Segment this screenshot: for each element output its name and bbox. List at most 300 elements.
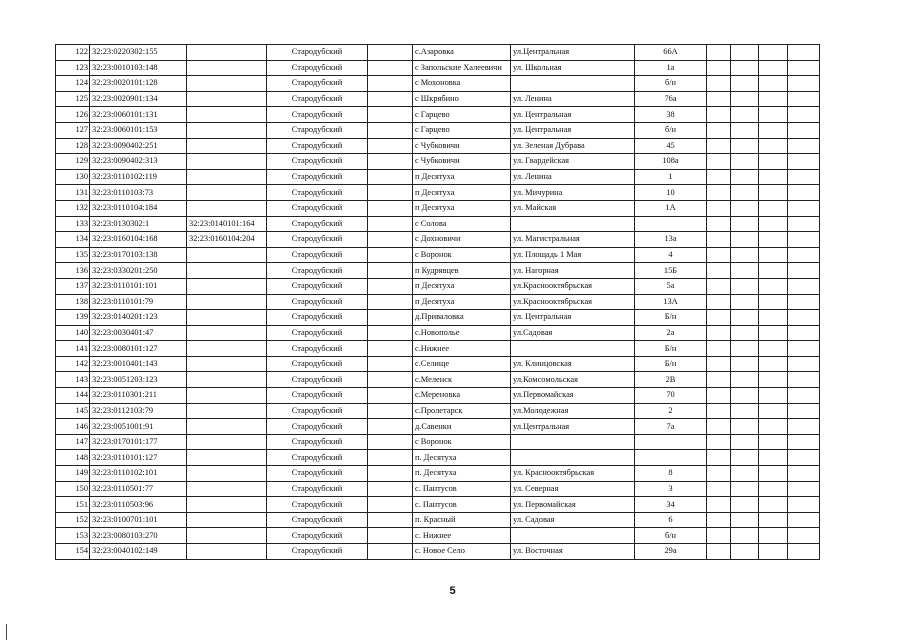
additional-cadastral-cell (187, 310, 267, 326)
cadastral-number-cell: 32:23:0030401:47 (90, 325, 187, 341)
cadastral-number-cell: 32:23:0170103:138 (90, 247, 187, 263)
table-row (56, 356, 820, 372)
table-row (56, 450, 820, 466)
empty-cell (788, 247, 820, 263)
empty-cell (788, 544, 820, 560)
empty-cell (759, 419, 788, 435)
locality-cell: п Десятуха (413, 294, 511, 310)
street-cell: ул. Мичурина (511, 185, 635, 201)
locality-cell: п. Десятуха (413, 450, 511, 466)
empty-cell (759, 154, 788, 170)
locality-cell: с.Мереновка (413, 388, 511, 404)
additional-cadastral-cell (187, 497, 267, 513)
locality-type-cell (368, 107, 413, 123)
table-row (56, 138, 820, 154)
empty-cell (759, 403, 788, 419)
empty-cell (731, 216, 759, 232)
empty-cell (759, 528, 788, 544)
empty-cell (707, 138, 731, 154)
additional-cadastral-cell (187, 403, 267, 419)
locality-cell: с Мохоновка (413, 76, 511, 92)
cadastral-number-cell: 32:23:0110102:119 (90, 169, 187, 185)
street-cell: ул. Ленина (511, 91, 635, 107)
street-cell: ул. Первомайская (511, 497, 635, 513)
empty-cell (759, 497, 788, 513)
cadastral-number-cell: 32:23:0090402:313 (90, 154, 187, 170)
empty-cell (759, 466, 788, 482)
table-row (56, 388, 820, 404)
cadastral-number-cell: 32:23:0090402:251 (90, 138, 187, 154)
empty-cell (759, 356, 788, 372)
cadastral-number-cell: 32:23:0020901:134 (90, 91, 187, 107)
district-cell: Стародубский (267, 294, 368, 310)
empty-cell (788, 263, 820, 279)
street-cell: ул.Краснооктябрьская (511, 278, 635, 294)
table-row (56, 76, 820, 92)
table-row (56, 372, 820, 388)
empty-cell (759, 450, 788, 466)
district-cell: Стародубский (267, 434, 368, 450)
row-number-cell: 148 (56, 450, 90, 466)
street-cell: ул.Центральная (511, 45, 635, 61)
empty-cell (707, 544, 731, 560)
row-number-cell: 139 (56, 310, 90, 326)
additional-cadastral-cell (187, 263, 267, 279)
additional-cadastral-cell (187, 60, 267, 76)
cadastral-number-cell: 32:23:0110101:79 (90, 294, 187, 310)
district-cell: Стародубский (267, 403, 368, 419)
empty-cell (707, 434, 731, 450)
empty-cell (707, 310, 731, 326)
empty-cell (731, 263, 759, 279)
empty-cell (788, 528, 820, 544)
empty-cell (731, 544, 759, 560)
locality-type-cell (368, 294, 413, 310)
locality-cell: п. Десятуха (413, 466, 511, 482)
additional-cadastral-cell (187, 466, 267, 482)
cadastral-number-cell: 32:23:0010103:148 (90, 60, 187, 76)
empty-cell (707, 263, 731, 279)
district-cell: Стародубский (267, 481, 368, 497)
house-cell: 108а (635, 154, 707, 170)
empty-cell (788, 419, 820, 435)
locality-cell: с. Пантусов (413, 481, 511, 497)
table-row (56, 216, 820, 232)
empty-cell (731, 356, 759, 372)
locality-type-cell (368, 91, 413, 107)
locality-cell: с Гарцево (413, 122, 511, 138)
row-number-cell: 142 (56, 356, 90, 372)
house-cell: б/н (635, 122, 707, 138)
empty-cell (707, 419, 731, 435)
cadastral-number-cell: 32:23:0160104:168 (90, 232, 187, 248)
empty-cell (788, 122, 820, 138)
cadastral-number-cell: 32:23:0110102:101 (90, 466, 187, 482)
cadastral-number-cell: 32:23:0110501:77 (90, 481, 187, 497)
district-cell: Стародубский (267, 122, 368, 138)
empty-cell (707, 512, 731, 528)
locality-cell: с Воронок (413, 247, 511, 263)
street-cell: ул. Магистральная (511, 232, 635, 248)
additional-cadastral-cell (187, 388, 267, 404)
empty-cell (731, 372, 759, 388)
district-cell: Стародубский (267, 216, 368, 232)
empty-cell (731, 122, 759, 138)
empty-cell (788, 200, 820, 216)
empty-cell (731, 169, 759, 185)
street-cell: ул.Комсомольская (511, 372, 635, 388)
additional-cadastral-cell (187, 544, 267, 560)
empty-cell (759, 216, 788, 232)
empty-cell (788, 216, 820, 232)
district-cell: Стародубский (267, 450, 368, 466)
house-cell: Б/н (635, 341, 707, 357)
street-cell (511, 216, 635, 232)
empty-cell (707, 372, 731, 388)
empty-cell (759, 388, 788, 404)
cadastral-number-cell: 32:23:0170101:177 (90, 434, 187, 450)
district-cell: Стародубский (267, 200, 368, 216)
table-row (56, 232, 820, 248)
locality-cell: с Чубковичи (413, 154, 511, 170)
house-cell: 34 (635, 497, 707, 513)
row-number-cell: 124 (56, 76, 90, 92)
locality-type-cell (368, 544, 413, 560)
empty-cell (759, 278, 788, 294)
empty-cell (707, 325, 731, 341)
cadastral-number-cell: 32:23:0140201:123 (90, 310, 187, 326)
table-row (56, 169, 820, 185)
table-row (56, 200, 820, 216)
empty-cell (707, 356, 731, 372)
empty-cell (707, 388, 731, 404)
locality-type-cell (368, 263, 413, 279)
house-cell: Б/н (635, 356, 707, 372)
empty-cell (707, 60, 731, 76)
locality-type-cell (368, 247, 413, 263)
house-cell: 15Б (635, 263, 707, 279)
district-cell: Стародубский (267, 528, 368, 544)
empty-cell (707, 154, 731, 170)
street-cell: ул.Первомайская (511, 388, 635, 404)
empty-cell (788, 481, 820, 497)
locality-cell: с Солова (413, 216, 511, 232)
empty-cell (788, 497, 820, 513)
table-row (56, 544, 820, 560)
empty-cell (707, 169, 731, 185)
table-row (56, 154, 820, 170)
street-cell (511, 450, 635, 466)
additional-cadastral-cell (187, 450, 267, 466)
cadastral-number-cell: 32:23:0060101:131 (90, 107, 187, 123)
table-row (56, 512, 820, 528)
street-cell (511, 76, 635, 92)
district-cell: Стародубский (267, 310, 368, 326)
district-cell: Стародубский (267, 356, 368, 372)
table-row (56, 497, 820, 513)
house-cell: 2В (635, 372, 707, 388)
empty-cell (731, 310, 759, 326)
empty-cell (759, 169, 788, 185)
locality-type-cell (368, 372, 413, 388)
cadastral-number-cell: 32:23:0110103:73 (90, 185, 187, 201)
empty-cell (731, 388, 759, 404)
empty-cell (731, 200, 759, 216)
house-cell: 13а (635, 232, 707, 248)
additional-cadastral-cell (187, 247, 267, 263)
empty-cell (759, 310, 788, 326)
locality-cell: п Десятуха (413, 169, 511, 185)
empty-cell (759, 200, 788, 216)
district-cell: Стародубский (267, 91, 368, 107)
district-cell: Стародубский (267, 388, 368, 404)
street-cell (511, 434, 635, 450)
empty-cell (707, 278, 731, 294)
empty-cell (731, 325, 759, 341)
empty-cell (731, 466, 759, 482)
locality-cell: с.Новополье (413, 325, 511, 341)
locality-cell: с. Пантусов (413, 497, 511, 513)
empty-cell (707, 294, 731, 310)
additional-cadastral-cell (187, 356, 267, 372)
empty-cell (707, 403, 731, 419)
locality-type-cell (368, 45, 413, 61)
street-cell: ул. Зеленая Дубрава (511, 138, 635, 154)
empty-cell (788, 512, 820, 528)
additional-cadastral-cell (187, 325, 267, 341)
house-cell: б/н (635, 528, 707, 544)
table-row (56, 122, 820, 138)
empty-cell (731, 341, 759, 357)
empty-cell (707, 76, 731, 92)
locality-cell: с Чубковичи (413, 138, 511, 154)
row-number-cell: 140 (56, 325, 90, 341)
empty-cell (759, 294, 788, 310)
empty-cell (731, 91, 759, 107)
additional-cadastral-cell (187, 341, 267, 357)
locality-type-cell (368, 512, 413, 528)
locality-type-cell (368, 341, 413, 357)
table-row (56, 310, 820, 326)
cadastral-number-cell: 32:23:0110104:184 (90, 200, 187, 216)
locality-cell: с. Нижнее (413, 528, 511, 544)
locality-cell: с. Новое Село (413, 544, 511, 560)
locality-type-cell (368, 466, 413, 482)
empty-cell (731, 45, 759, 61)
row-number-cell: 122 (56, 45, 90, 61)
locality-cell: п Кудрявцев (413, 263, 511, 279)
locality-type-cell (368, 497, 413, 513)
empty-cell (788, 45, 820, 61)
table-row (56, 91, 820, 107)
empty-cell (731, 232, 759, 248)
empty-cell (759, 122, 788, 138)
cadastral-number-cell: 32:23:0130302:1 (90, 216, 187, 232)
street-cell: ул. Гвардейская (511, 154, 635, 170)
locality-type-cell (368, 154, 413, 170)
empty-cell (788, 91, 820, 107)
empty-cell (731, 185, 759, 201)
house-cell: 3 (635, 481, 707, 497)
house-cell: 45 (635, 138, 707, 154)
empty-cell (788, 450, 820, 466)
locality-cell: с.Азаровка (413, 45, 511, 61)
street-cell: ул. Площадь 1 Мая (511, 247, 635, 263)
locality-type-cell (368, 481, 413, 497)
additional-cadastral-cell (187, 434, 267, 450)
locality-cell: с.Селище (413, 356, 511, 372)
additional-cadastral-cell (187, 372, 267, 388)
empty-cell (759, 232, 788, 248)
empty-cell (731, 450, 759, 466)
house-cell: 66А (635, 45, 707, 61)
district-cell: Стародубский (267, 138, 368, 154)
table-row (56, 263, 820, 279)
empty-cell (731, 403, 759, 419)
additional-cadastral-cell (187, 278, 267, 294)
empty-cell (788, 341, 820, 357)
locality-type-cell (368, 60, 413, 76)
district-cell: Стародубский (267, 247, 368, 263)
table-row (56, 434, 820, 450)
empty-cell (707, 341, 731, 357)
empty-cell (707, 528, 731, 544)
empty-cell (759, 247, 788, 263)
locality-type-cell (368, 200, 413, 216)
locality-cell: п. Красный (413, 512, 511, 528)
house-cell (635, 434, 707, 450)
row-number-cell: 136 (56, 263, 90, 279)
additional-cadastral-cell (187, 528, 267, 544)
cadastral-number-cell: 32:23:0080101:127 (90, 341, 187, 357)
house-cell: 8 (635, 466, 707, 482)
empty-cell (731, 76, 759, 92)
house-cell: 1А (635, 200, 707, 216)
district-cell: Стародубский (267, 341, 368, 357)
row-number-cell: 147 (56, 434, 90, 450)
street-cell: ул. Центральная (511, 122, 635, 138)
additional-cadastral-cell (187, 481, 267, 497)
locality-cell: с Воронок (413, 434, 511, 450)
house-cell (635, 450, 707, 466)
locality-type-cell (368, 388, 413, 404)
scan-edge-mark (6, 624, 7, 640)
empty-cell (707, 466, 731, 482)
cadastral-number-cell: 32:23:0040102:149 (90, 544, 187, 560)
locality-type-cell (368, 122, 413, 138)
page-number: 5 (449, 585, 456, 597)
house-cell: 2 (635, 403, 707, 419)
empty-cell (788, 76, 820, 92)
district-cell: Стародубский (267, 60, 368, 76)
row-number-cell: 144 (56, 388, 90, 404)
cadastral-number-cell: 32:23:0100701:101 (90, 512, 187, 528)
house-cell: б/н (635, 76, 707, 92)
empty-cell (707, 91, 731, 107)
empty-cell (707, 45, 731, 61)
cadastral-number-cell: 32:23:0110301:211 (90, 388, 187, 404)
cadastral-number-cell: 32:23:0112103:79 (90, 403, 187, 419)
table-row (56, 325, 820, 341)
locality-type-cell (368, 216, 413, 232)
empty-cell (731, 278, 759, 294)
row-number-cell: 153 (56, 528, 90, 544)
empty-cell (759, 45, 788, 61)
locality-type-cell (368, 356, 413, 372)
empty-cell (788, 60, 820, 76)
house-cell: 5а (635, 278, 707, 294)
empty-cell (788, 154, 820, 170)
street-cell: ул. Майская (511, 200, 635, 216)
table-row (56, 247, 820, 263)
empty-cell (759, 512, 788, 528)
street-cell: ул.Центральная (511, 419, 635, 435)
house-cell: 10 (635, 185, 707, 201)
empty-cell (707, 185, 731, 201)
empty-cell (707, 122, 731, 138)
additional-cadastral-cell (187, 154, 267, 170)
empty-cell (759, 91, 788, 107)
house-cell: 29а (635, 544, 707, 560)
empty-cell (707, 232, 731, 248)
cadastral-number-cell: 32:23:0080103:270 (90, 528, 187, 544)
district-cell: Стародубский (267, 76, 368, 92)
locality-cell: п Десятуха (413, 185, 511, 201)
empty-cell (731, 60, 759, 76)
locality-type-cell (368, 138, 413, 154)
empty-cell (707, 497, 731, 513)
locality-cell: с.Нижнее (413, 341, 511, 357)
district-cell: Стародубский (267, 169, 368, 185)
row-number-cell: 150 (56, 481, 90, 497)
empty-cell (788, 138, 820, 154)
row-number-cell: 138 (56, 294, 90, 310)
house-cell: 76а (635, 91, 707, 107)
table-row (56, 466, 820, 482)
locality-type-cell (368, 403, 413, 419)
additional-cadastral-cell (187, 122, 267, 138)
district-cell: Стародубский (267, 512, 368, 528)
street-cell: ул.Краснооктябрьская (511, 294, 635, 310)
cadastral-number-cell: 32:23:0020101:128 (90, 76, 187, 92)
table-row (56, 278, 820, 294)
street-cell: ул. Нагорная (511, 263, 635, 279)
additional-cadastral-cell: 32:23:0160104:204 (187, 232, 267, 248)
cadastral-number-cell: 32:23:0110101:101 (90, 278, 187, 294)
table-row (56, 403, 820, 419)
additional-cadastral-cell: 32:23:0140101:164 (187, 216, 267, 232)
row-number-cell: 135 (56, 247, 90, 263)
empty-cell (788, 278, 820, 294)
locality-cell: с Шкрябино (413, 91, 511, 107)
empty-cell (759, 325, 788, 341)
district-cell: Стародубский (267, 232, 368, 248)
row-number-cell: 149 (56, 466, 90, 482)
cadastral-number-cell: 32:23:0010401:143 (90, 356, 187, 372)
table-row (56, 45, 820, 61)
street-cell: ул. Центральная (511, 107, 635, 123)
locality-cell: д.Савенки (413, 419, 511, 435)
additional-cadastral-cell (187, 138, 267, 154)
empty-cell (731, 294, 759, 310)
street-cell: ул. Клинцовская (511, 356, 635, 372)
additional-cadastral-cell (187, 185, 267, 201)
locality-cell: с.Пролетарск (413, 403, 511, 419)
row-number-cell: 152 (56, 512, 90, 528)
empty-cell (731, 528, 759, 544)
empty-cell (788, 185, 820, 201)
row-number-cell: 141 (56, 341, 90, 357)
